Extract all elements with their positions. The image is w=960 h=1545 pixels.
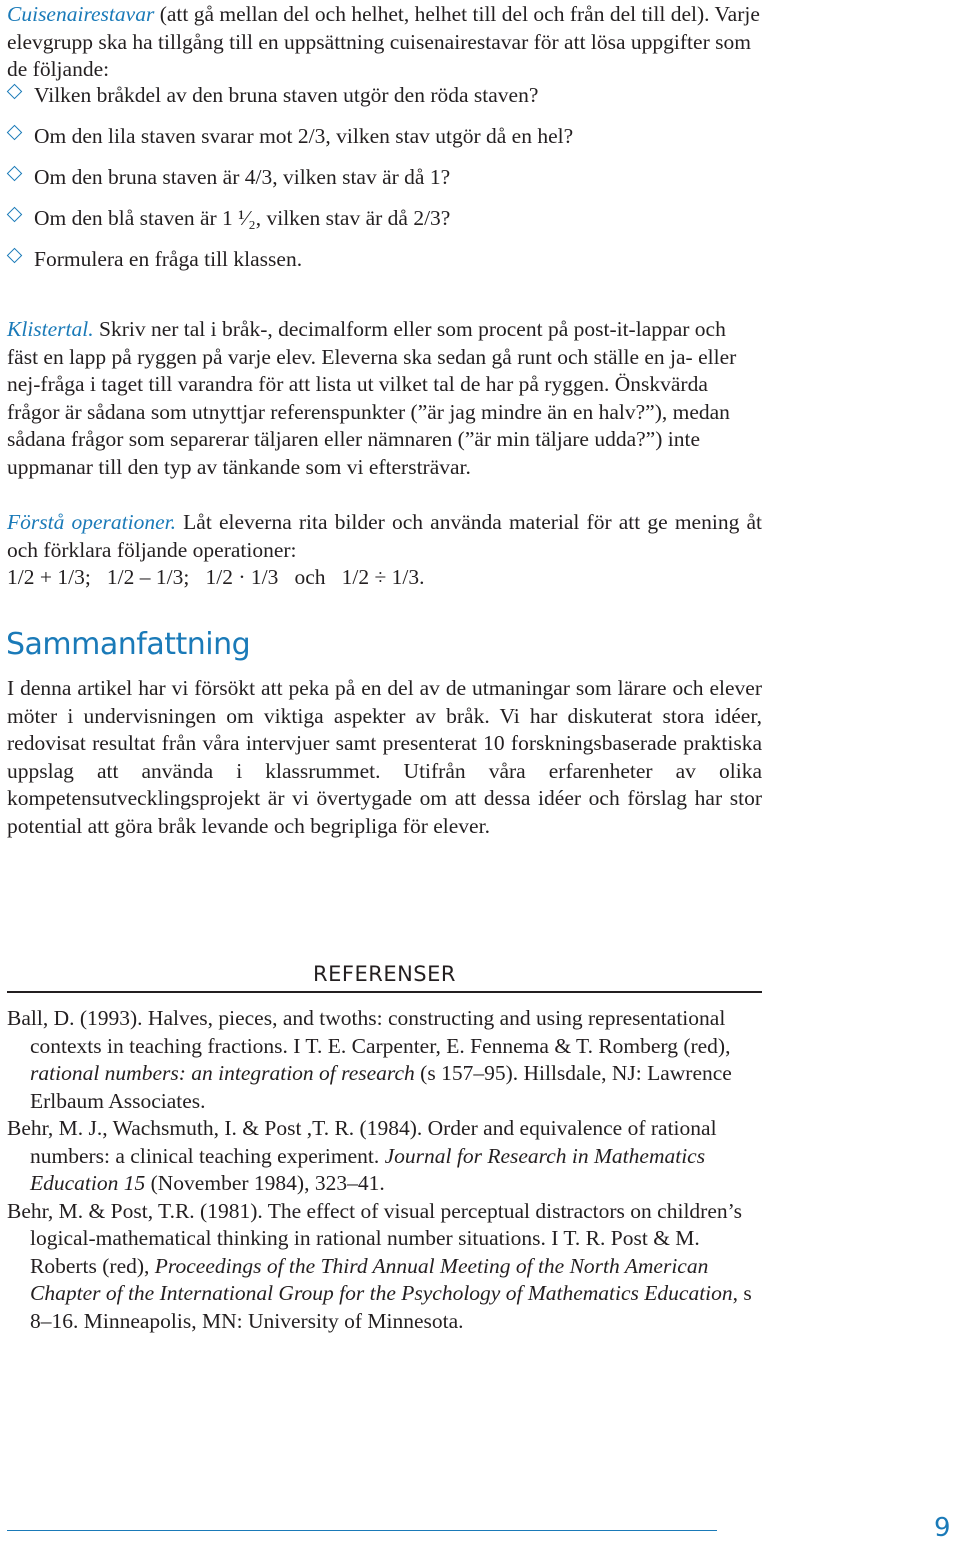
list-item [7,205,762,246]
reference-text: Behr, M. & Post, T.R. (1981). The effect of visual perceptual distractors on children’s logical-mathematical thinking in rational number situations. I T. R. Post & M. Roberts (red), [7,1198,742,1278]
list-item [7,164,762,205]
diamond-bullet-icon [7,84,23,100]
diamond-bullet-icon [7,248,23,264]
reference-title: Journal for Research in Mathematics Education 15 [30,1143,706,1195]
forsta-text: Låt eleverna rita bilder och använda material för att ge mening åt och förklara följande operationer: [7,510,762,562]
operations-line: 1/2 + 1/3; 1/2 – 1/3; 1/2 · 1/3 och 1/2 ÷ 1/3. [7,565,425,589]
intro-lead: Cuisenairestavar [7,2,155,26]
diamond-bullet-icon [7,166,23,182]
reference-text: (November 1984), 323–41. [145,1171,385,1195]
list-item-text: Vilken bråkdel av den bruna staven utgör den röda staven? [34,83,539,107]
list-item-text: Om den bruna staven är 4/3, vilken stav är då 1? [34,165,451,189]
page-number: 9 [934,1513,951,1543]
footer-divider [7,1530,717,1531]
reference-item [7,1198,762,1336]
question-list [7,82,762,287]
list-item [7,82,762,123]
references-divider [7,991,762,993]
references-heading: REFERENSER [313,962,456,986]
list-item [7,246,762,287]
reference-item [7,1005,762,1115]
reference-title: rational numbers: an integration of research [30,1061,415,1085]
diamond-bullet-icon [7,207,23,223]
reference-text: (s 157–95). Hillsdale, NJ: Lawrence Erlbaum Associates. [30,1061,732,1113]
list-item [7,123,762,164]
klistertal-lead: Klistertal. [7,317,94,341]
section-heading: Sammanfattning [6,627,251,662]
list-item-text: Om den lila staven svarar mot 2/3, vilken stav utgör då en hel? [34,124,574,148]
diamond-bullet-icon [7,125,23,141]
intro-text: (att gå mellan del och helhet, helhet till del och från del till del). Varje elevgrupp ska ha tillgång till en uppsättning cuisenairestavar för att lösa uppgifter som de följande: [7,2,760,81]
forsta-lead: Förstå operationer. [7,510,176,534]
summary-paragraph: I denna artikel har vi försökt att peka på en del av de utmaningar som lärare och elever möter i undervisningen om viktiga aspekter av bråk. Vi har diskuterat stora idéer, redovisat resultat från våra intervjuer samt presenterat 10 forskningsbaserade praktiska uppslag att använda i klassrummet. Utifrån våra erfarenheter av olika kompetensutvecklingsprojekt är vi övertygade om att dessa idéer och förslag har stor potential att göra bråk levande och begripliga för elever. [7,676,762,838]
reference-text: Behr, M. J., Wachsmuth, I. & Post ,T. R. (1984). Order and equivalence of rational numbers: a clinical teaching experiment. [7,1116,717,1168]
reference-item [7,1115,762,1198]
klistertal-text: Skriv ner tal i bråk-, decimalform eller som procent på post-it-lappar och fäst en lapp på ryggen på varje elev. Eleverna ska sedan gå runt och ställe en ja- eller nej-fråga i taget till varandra för att lista ut vilket tal de har på ryggen. Önskvärda frågor är sådana som utnyttjar referenspunkter (”är jag mindre än en halv?”), medan sådana frågor som separerar täljaren eller nämnaren (”är min täljare udda?”) inte uppmanar till den typ av tänkande som vi eftersträvar. [7,317,737,479]
references-list [7,1005,762,1335]
reference-text: , s 8–16. Minneapolis, MN: University of Minnesota. [30,1281,752,1333]
reference-title: Proceedings of the Third Annual Meeting of the North American Chapter of the International Group for the Psychology of Mathematics Education [30,1253,733,1305]
klistertal-paragraph [7,316,762,481]
intro-paragraph [7,1,762,84]
list-item-text: Formulera en fråga till klassen. [34,247,303,271]
reference-text: Ball, D. (1993). Halves, pieces, and twoths: constructing and using representational contexts in teaching fractions. I T. E. Carpenter, E. Fennema & T. Romberg (red), [7,1006,731,1058]
list-item-text: Om den blå staven är 1 ¹⁄₂, vilken stav är då 2/3? [34,206,451,230]
forsta-paragraph [7,509,762,564]
